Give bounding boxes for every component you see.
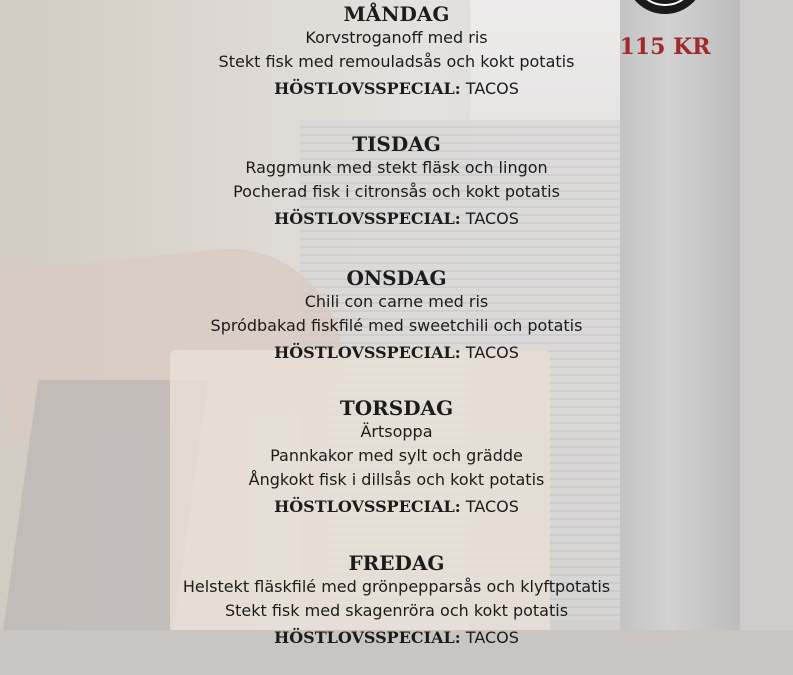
special-label: HÖSTLOVSSPECIAL: bbox=[274, 79, 461, 98]
special-label: HÖSTLOVSSPECIAL: bbox=[274, 209, 461, 228]
dish: Stekt fisk med remouladsås och kokt potatis bbox=[218, 52, 575, 71]
day-title: FREDAG bbox=[348, 551, 445, 575]
special-label: HÖSTLOVSSPECIAL: bbox=[274, 343, 461, 362]
special-line bbox=[0, 495, 793, 519]
dish: Pocherad fisk i citronsås och kokt potatis bbox=[233, 182, 560, 201]
special-label: HÖSTLOVSSPECIAL: bbox=[274, 497, 461, 516]
day-thursday bbox=[0, 396, 793, 519]
dish: Helstekt fläskfilé med grönpepparsås och klyftpotatis bbox=[182, 577, 611, 596]
day-friday bbox=[0, 551, 793, 650]
dish: Pannkakor med sylt och grädde bbox=[270, 446, 523, 465]
dish: Ångkokt fisk i dillsås och kokt potatis bbox=[248, 470, 545, 489]
special-line bbox=[0, 207, 793, 231]
day-title: MÅNDAG bbox=[343, 2, 450, 26]
special-value: TACOS bbox=[465, 343, 519, 362]
special-line bbox=[0, 626, 793, 650]
special-line bbox=[0, 77, 793, 101]
dish: Ärtsoppa bbox=[360, 422, 433, 441]
dish: Chili con carne med ris bbox=[304, 292, 489, 311]
day-tuesday bbox=[0, 132, 793, 231]
price-label: 115 KR bbox=[619, 34, 711, 60]
day-monday bbox=[0, 2, 793, 101]
special-label: HÖSTLOVSSPECIAL: bbox=[274, 628, 461, 647]
day-title: ONSDAG bbox=[346, 266, 447, 290]
special-value: TACOS bbox=[465, 628, 519, 647]
day-title: TORSDAG bbox=[339, 396, 454, 420]
dish: Raggmunk med stekt fläsk och lingon bbox=[245, 158, 548, 177]
special-value: TACOS bbox=[465, 497, 519, 516]
day-wednesday bbox=[0, 266, 793, 365]
special-line bbox=[0, 341, 793, 365]
dish: Spródbakad fiskfilé med sweetchili och potatis bbox=[210, 316, 583, 335]
dish: Stekt fisk med skagenröra och kokt potatis bbox=[224, 601, 569, 620]
special-value: TACOS bbox=[465, 79, 519, 98]
dish: Korvstroganoff med ris bbox=[305, 28, 488, 47]
day-title: TISDAG bbox=[352, 132, 441, 156]
special-value: TACOS bbox=[465, 209, 519, 228]
